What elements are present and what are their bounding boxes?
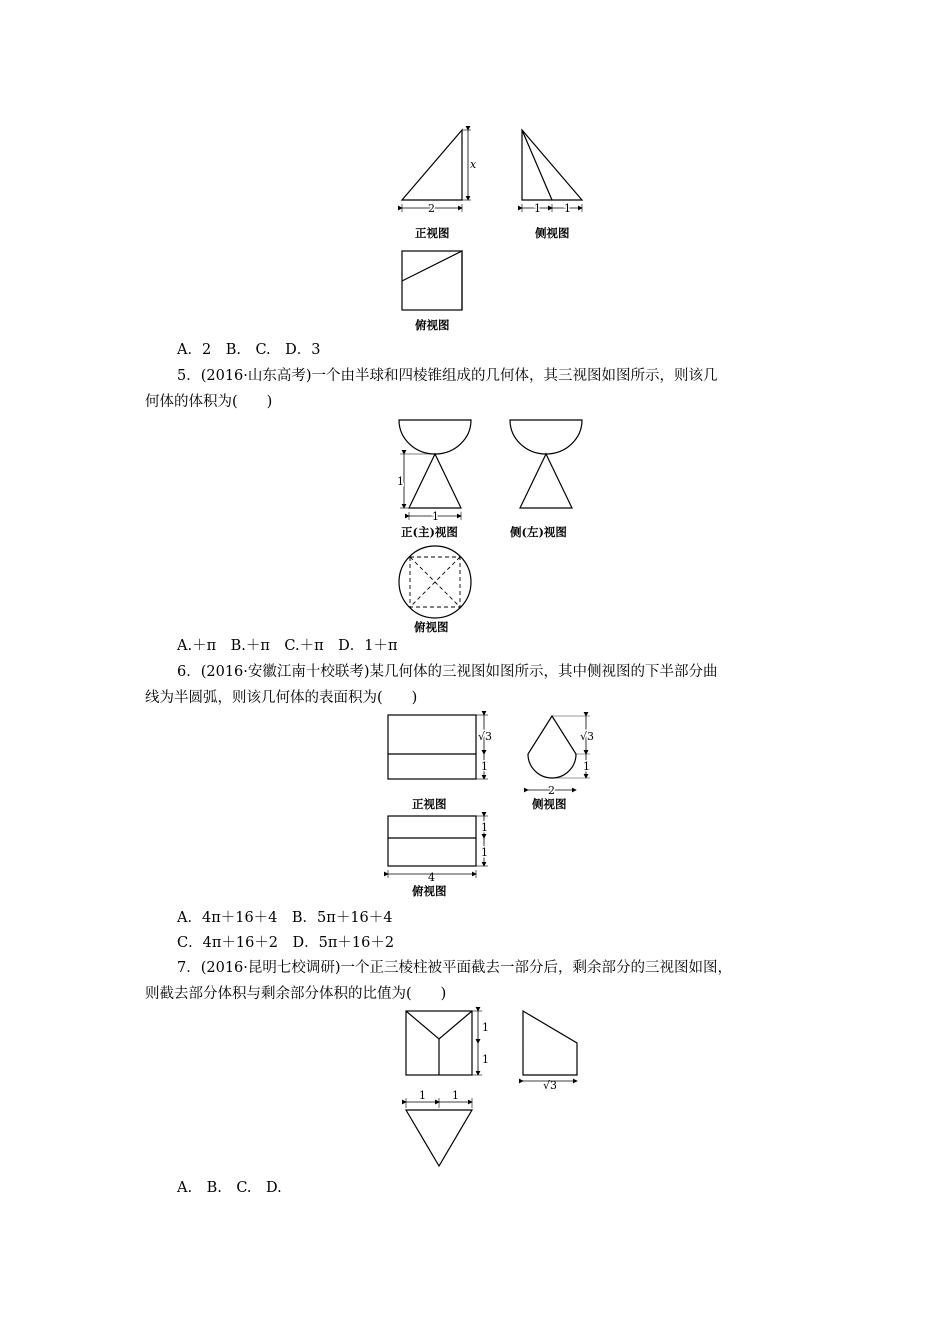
q7-stem-line2: 则截去部分体积与剩余部分体积的比值为( ): [145, 986, 447, 1002]
q4-top-caption: 俯视图: [415, 318, 450, 332]
q4-side-view: [515, 120, 595, 245]
q6-front-caption: 正视图: [412, 797, 447, 811]
q6-side-view: [520, 710, 600, 815]
q7-side-view: [515, 1005, 595, 1090]
q7-options: A. B. C. D.: [177, 1180, 282, 1196]
q4-side-caption: 侧视图: [535, 226, 570, 240]
q4-front-caption: 正视图: [415, 226, 450, 240]
q5-front-caption: 正(主)视图: [401, 525, 458, 539]
q6-dim-1-top-a: 1: [481, 821, 488, 834]
q7-top-view: [400, 1090, 480, 1170]
q5-stem-line1: 5．(2016·山东高考)一个由半球和四棱锥组成的几何体，其三视图如图所示，则该几: [177, 368, 718, 384]
q7-front-view: [400, 1005, 500, 1090]
q6-dim-2-side: 2: [548, 784, 555, 797]
q6-dim-1-side: 1: [583, 760, 590, 773]
q6-stem-line1: 6．(2016·安徽江南十校联考)某几何体的三视图如图所示，其中侧视图的下半部分曲: [177, 664, 718, 680]
q6-dim-4-top: 4: [428, 871, 435, 884]
q5-top-caption: 俯视图: [414, 620, 449, 634]
q5-side-view: [500, 418, 600, 543]
q5-side-caption: 侧(左)视图: [510, 525, 567, 539]
q4-dim-2: 2: [428, 202, 435, 215]
q7-dim-1-lower: 1: [482, 1053, 489, 1066]
q7-dim-1-upper: 1: [482, 1021, 489, 1034]
q4-front-view: [395, 120, 480, 245]
q6-dim-sqrt3-side: √3: [580, 730, 595, 743]
q6-top-caption: 俯视图: [412, 884, 447, 898]
q5-front-view: [385, 418, 485, 543]
q6-dim-1-front: 1: [481, 760, 488, 773]
q7-stem-line1: 7．(2016·昆明七校调研)一个正三棱柱被平面截去一部分后，剩余部分的三视图如图，: [177, 960, 733, 976]
q5-stem-line2: 何体的体积为( ): [145, 394, 273, 410]
q4-top-view: [395, 245, 480, 335]
q4-dim-1a: 1: [534, 202, 541, 215]
q6-top-view: [380, 810, 510, 902]
q4-dim-x: x: [470, 158, 477, 171]
q6-dim-sqrt3-front: √3: [478, 730, 493, 743]
q7-dim-sqrt3: √3: [543, 1079, 558, 1090]
q7-dim-1-left: 1: [419, 1090, 426, 1102]
q6-options-line2: C．4π＋16＋2 D．5π＋16＋2: [177, 935, 395, 951]
q5-top-view: [390, 542, 480, 634]
q6-side-caption: 侧视图: [532, 797, 567, 811]
q6-stem-line2: 线为半圆弧，则该几何体的表面积为( ): [145, 690, 418, 706]
q4-dim-1b: 1: [564, 202, 571, 215]
q5-dim-height: 1: [397, 475, 404, 488]
q5-dim-width: 1: [432, 510, 439, 523]
q6-dim-1-top-b: 1: [481, 846, 488, 859]
q6-options-line1: A．4π＋16＋4 B．5π＋16＋4: [177, 910, 393, 926]
q5-options: A.＋π B.＋π C.＋π D．1＋π: [177, 638, 398, 654]
q7-dim-1-right: 1: [452, 1090, 459, 1102]
q6-front-view: [380, 710, 510, 815]
q4-options: A．2 B. C. D．3: [177, 342, 321, 358]
